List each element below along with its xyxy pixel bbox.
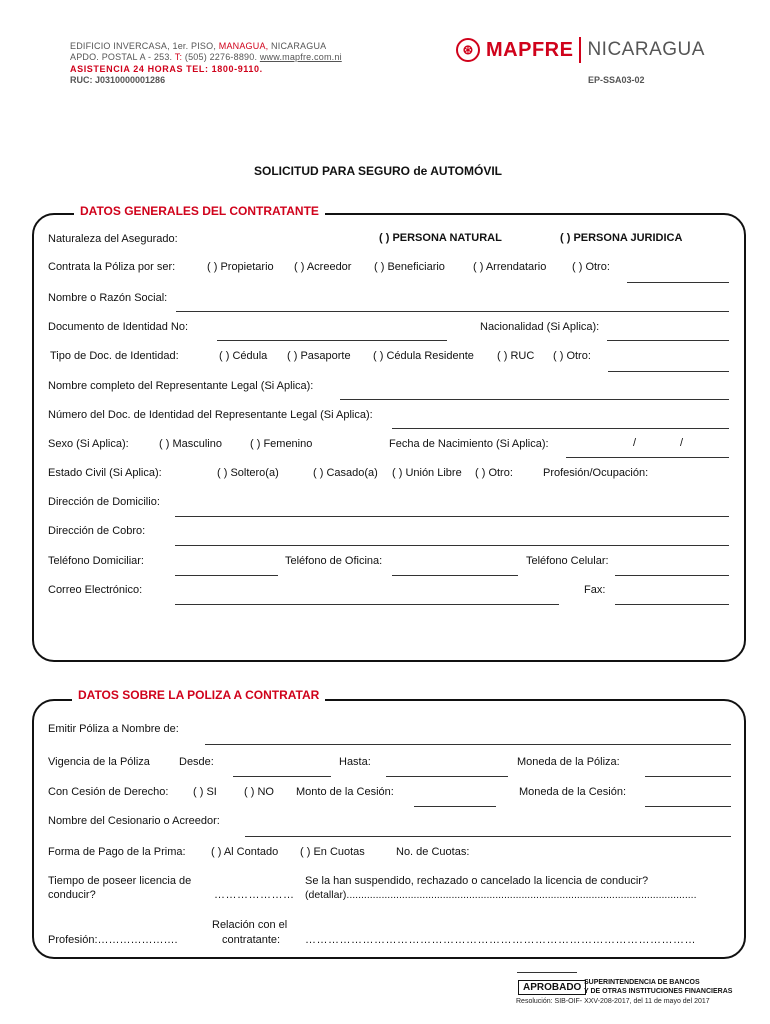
monto-cesion-label: Monto de la Cesión: [296,786,394,798]
emitir-label: Emitir Póliza a Nombre de: [48,723,179,735]
approved-stamp: APROBADO [518,980,586,995]
representante-label: Nombre completo del Representante Legal (Si Aplica): [48,380,314,392]
relacion-label-1: Relación con el [212,919,288,931]
cesion-label: Con Cesión de Derecho: [48,786,169,798]
num-doc-rep-line[interactable] [392,428,729,429]
fax-label: Fax: [584,584,606,596]
suspendido-label: Se la han suspendido, rechazado o cancelado la licencia de conducir? [305,875,649,887]
dir-cobro-line[interactable] [175,545,729,546]
document-title: SOLICITUD PARA SEGURO de AUTOMÓVIL [254,164,503,178]
document-code: EP-SSA03-02 [588,75,645,85]
cesionario-line[interactable] [245,836,731,837]
monto-cesion-line[interactable] [414,806,496,807]
tiempo-licencia-field[interactable]: ………………… [214,889,295,901]
union-libre-option[interactable]: ( ) Unión Libre [392,467,462,479]
mapfre-logo-icon: ⊛ [456,38,480,62]
hasta-label: Hasta: [339,756,371,768]
stamp-resolution: Resolución: SIB-OIF- XXV-208-2017, del 11 de mayo del 2017 [516,998,710,1005]
profesion-field[interactable]: Profesión:…………………. [48,934,178,946]
acreedor-option[interactable]: ( ) Acreedor [294,261,352,273]
correo-line[interactable] [175,604,559,605]
fecha-nac-line[interactable] [566,457,729,458]
documento-label: Documento de Identidad No: [48,321,189,333]
hasta-line[interactable] [386,776,508,777]
moneda-poliza-label: Moneda de la Póliza: [517,756,620,768]
al-contado-option[interactable]: ( ) Al Contado [211,846,279,858]
vigencia-label: Vigencia de la Póliza [48,756,150,768]
tiempo-licencia-label-1: Tiempo de poseer licencia de [48,875,192,887]
header-address-line1: EDIFICIO INVERCASA, 1er. PISO, MANAGUA, NICARAGUA [70,41,327,51]
moneda-cesion-label: Moneda de la Cesión: [519,786,627,798]
cesion-no-option[interactable]: ( ) NO [244,786,274,798]
forma-pago-label: Forma de Pago de la Prima: [48,846,186,858]
masculino-option[interactable]: ( ) Masculino [159,438,222,450]
otro-contrata-line[interactable] [627,282,729,283]
cedula-option[interactable]: ( ) Cédula [219,350,268,362]
beneficiario-option[interactable]: ( ) Beneficiario [374,261,445,273]
nombre-label: Nombre o Razón Social: [48,292,168,304]
relacion-field[interactable]: ………………………………………………………………………………………… [305,934,696,946]
detallar-field[interactable]: (detallar)........................................................................................................................ [305,889,697,901]
cesion-si-option[interactable]: ( ) SI [193,786,217,798]
brand-country: NICARAGUA [587,39,705,60]
emitir-line[interactable] [205,744,731,745]
brand-name: MAPFRE [486,38,574,61]
cesionario-label: Nombre del Cesionario o Acreedor: [48,815,220,827]
nacionalidad-label: Nacionalidad (Si Aplica): [480,321,600,333]
stamp-org-line1: SUPERINTENDENCIA DE BANCOS [584,979,700,986]
num-doc-rep-label: Número del Doc. de Identidad del Representante Legal (Si Aplica): [48,409,373,421]
tel-oficina-line[interactable] [392,575,518,576]
cedula-residente-option[interactable]: ( ) Cédula Residente [373,350,474,362]
ruc-option[interactable]: ( ) RUC [497,350,535,362]
header-assistance: ASISTENCIA 24 HORAS TEL: 1800-9110. [70,64,263,74]
desde-line[interactable] [233,776,331,777]
tel-celular-label: Teléfono Celular: [526,555,609,567]
fecha-nac-label: Fecha de Nacimiento (Si Aplica): [389,438,549,450]
dir-domicilio-label: Dirección de Domicilio: [48,496,160,508]
otro-doc-option[interactable]: ( ) Otro: [553,350,591,362]
profesion-ocupacion-label: Profesión/Ocupación: [543,467,649,479]
estado-civil-label: Estado Civil (Si Aplica): [48,467,162,479]
section-general-data-title: DATOS GENERALES DEL CONTRATANTE [74,204,325,218]
header-address-line2: APDO. POSTAL A - 253. T: (505) 2276-8890. www.mapfre.com.ni [70,52,342,62]
moneda-poliza-line[interactable] [645,776,731,777]
otro-contrata-option[interactable]: ( ) Otro: [572,261,610,273]
arrendatario-option[interactable]: ( ) Arrendatario [473,261,547,273]
no-cuotas-label: No. de Cuotas: [396,846,470,858]
logo-separator [579,37,581,63]
mapfre-logo [456,37,705,63]
representante-line[interactable] [340,399,729,400]
tel-oficina-label: Teléfono de Oficina: [285,555,383,567]
persona-natural-option[interactable]: ( ) PERSONA NATURAL [379,232,502,244]
tel-domiciliar-line[interactable] [175,575,278,576]
contrata-label: Contrata la Póliza por ser: [48,261,176,273]
en-cuotas-option[interactable]: ( ) En Cuotas [300,846,365,858]
casado-option[interactable]: ( ) Casado(a) [313,467,378,479]
dir-domicilio-line[interactable] [175,516,729,517]
fecha-slash-1: / [633,437,637,449]
website-link[interactable]: www.mapfre.com.ni [259,52,342,62]
section-policy-data-box [32,699,746,959]
section-policy-data-title: DATOS SOBRE LA POLIZA A CONTRATAR [72,688,325,702]
naturaleza-label: Naturaleza del Asegurado: [48,233,178,245]
nombre-line[interactable] [176,311,729,312]
correo-label: Correo Electrónico: [48,584,143,596]
stamp-org-line2: Y DE OTRAS INSTITUCIONES FINANCIERAS [584,988,733,995]
stamp-top-rule [517,972,577,973]
tiempo-licencia-label-2: conducir? [48,889,96,901]
tel-celular-line[interactable] [615,575,729,576]
femenino-option[interactable]: ( ) Femenino [250,438,313,450]
pasaporte-option[interactable]: ( ) Pasaporte [287,350,351,362]
documento-line[interactable] [217,340,447,341]
header-ruc: RUC: J0310000001286 [70,75,166,85]
desde-label: Desde: [179,756,214,768]
relacion-label-2: contratante: [222,934,281,946]
nacionalidad-line[interactable] [607,340,729,341]
dir-cobro-label: Dirección de Cobro: [48,525,146,537]
moneda-cesion-line[interactable] [645,806,731,807]
sexo-label: Sexo (Si Aplica): [48,438,129,450]
fecha-slash-2: / [680,437,684,449]
persona-juridica-option[interactable]: ( ) PERSONA JURIDICA [560,232,683,244]
tipo-doc-label: Tipo de Doc. de Identidad: [50,350,179,362]
fax-line[interactable] [615,604,729,605]
otro-estado-option[interactable]: ( ) Otro: [475,467,513,479]
propietario-option[interactable]: ( ) Propietario [207,261,274,273]
tel-domiciliar-label: Teléfono Domiciliar: [48,555,144,567]
soltero-option[interactable]: ( ) Soltero(a) [217,467,279,479]
otro-doc-line[interactable] [608,371,729,372]
